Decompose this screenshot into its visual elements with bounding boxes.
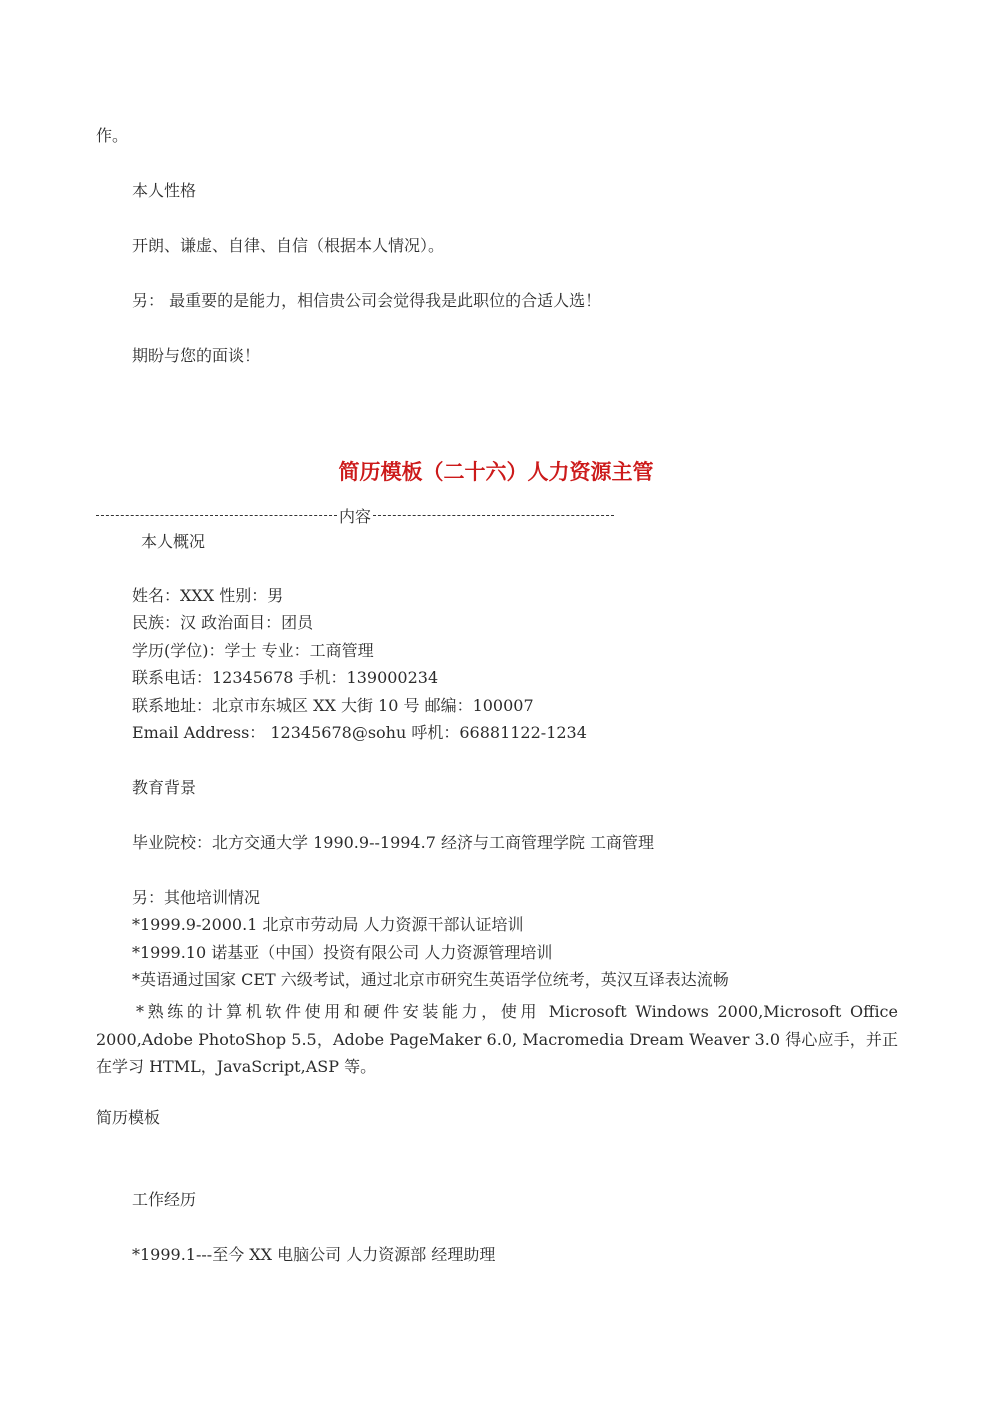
personality-text: 开朗、谦虚、自律、自信（根据本人情况）。 <box>132 236 445 255</box>
overview-line: 联系地址：北京市东城区 XX 大街 10 号 邮编：100007 <box>132 696 534 715</box>
content-divider <box>96 504 614 526</box>
training-heading: 另：其他培训情况 <box>132 888 261 907</box>
resume-template-label: 简历模板 <box>96 1108 161 1127</box>
closing-note: 另： 最重要的是能力，相信贵公司会觉得我是此职位的合适人选！ <box>132 291 602 310</box>
divider-dash-right <box>373 515 614 516</box>
overview-line: 联系电话：12345678 手机：139000234 <box>132 668 439 687</box>
interview-line: 期盼与您的面谈！ <box>132 346 261 365</box>
section-title: 简历模板（二十六）人力资源主管 <box>338 459 654 484</box>
overview-heading: 本人概况 <box>141 532 206 551</box>
work-item: *1999.1---至今 XX 电脑公司 人力资源部 经理助理 <box>132 1245 496 1264</box>
continuation-text: 作。 <box>96 126 129 145</box>
overview-line: 学历(学位)：学士 专业：工商管理 <box>132 641 374 660</box>
divider-label: 内容 <box>339 506 372 526</box>
personality-heading: 本人性格 <box>132 181 197 200</box>
computer-skills-paragraph: *熟练的计算机软件使用和硬件安装能力，使用 Microsoft Windows 2000,Microsoft Office 2000,Adobe PhotoShop 5.5，Adobe PageMaker 6.0, Macromedia Dream Weaver 3.0 得心应手，并正在学习 HTML，JavaScript,ASP 等。 <box>96 1002 898 1076</box>
work-heading: 工作经历 <box>132 1190 197 1209</box>
school-line: 毕业院校：北方交通大学 1990.9--1994.7 经济与工商管理学院 工商管理 <box>132 833 655 852</box>
training-item: *英语通过国家 CET 六级考试，通过北京市研究生英语学位统考，英汉互译表达流畅 <box>132 970 729 989</box>
training-item: *1999.10 诺基亚（中国）投资有限公司 人力资源管理培训 <box>132 943 553 962</box>
overview-line: 姓名：XXX 性别：男 <box>132 586 284 605</box>
overview-line: Email Address： 12345678@sohu 呼机：66881122-1234 <box>132 723 587 742</box>
overview-line: 民族：汉 政治面目：团员 <box>132 613 314 632</box>
training-item: *1999.9-2000.1 北京市劳动局 人力资源干部认证培训 <box>132 915 524 934</box>
education-heading: 教育背景 <box>132 778 197 797</box>
divider-dash-left <box>96 515 337 516</box>
